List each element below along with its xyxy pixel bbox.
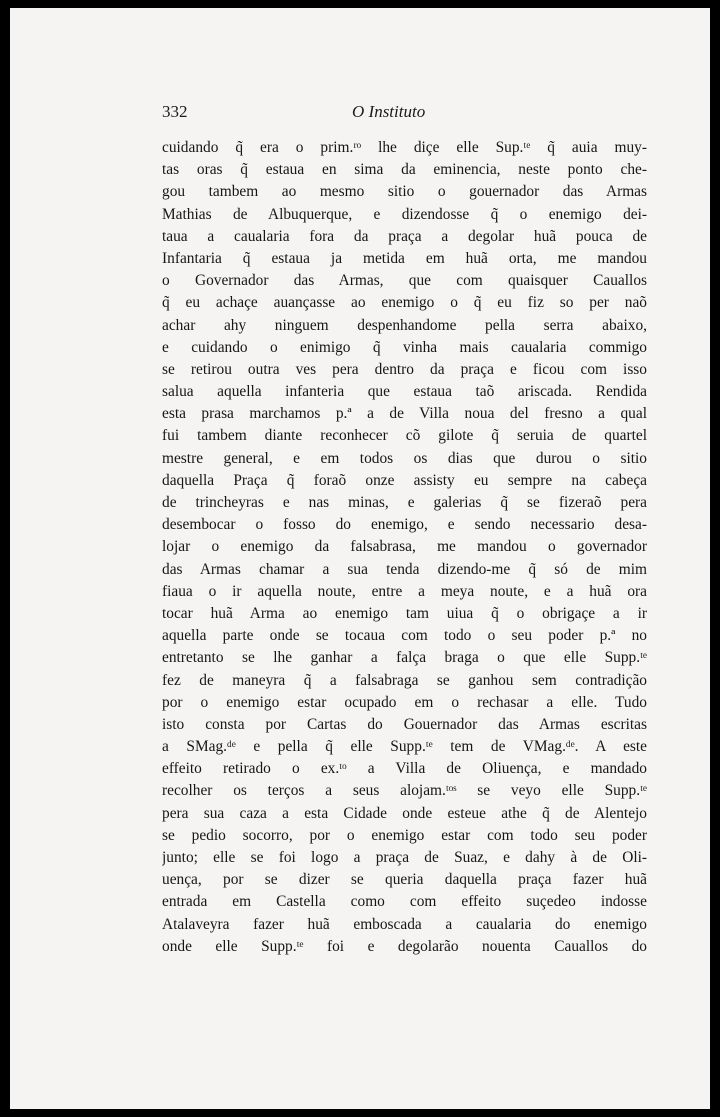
text-line: Mathias de Albuquerque, e dizendosse q̃ o enemigo dei-	[162, 205, 647, 223]
text-line: e cuidando o enimigo q̃ vinha mais caualaria commigo	[162, 338, 647, 356]
text-line: lojar o enemigo da falsabrasa, me mandou o governador	[162, 538, 647, 556]
text-line: Atalaveyra fazer huã emboscada a caualaria do enemigo	[162, 915, 647, 933]
text-line: desembocar o fosso do enemigo, e sendo necessario desa-	[162, 516, 647, 534]
text-line: fiaua o ir aquella noute, entre a meya noute, e a huã ora	[162, 582, 647, 600]
text-line: se pedio socorro, por o enemigo estar com todo seu poder	[162, 826, 647, 844]
text-line: tocar huã Arma ao enemigo tam uiua q̃ o obrigaçe a ir	[162, 604, 647, 622]
text-line: mestre general, e em todos os dias que durou o sitio	[162, 449, 647, 467]
text-line: gou tambem ao mesmo sitio o gouernador das Armas	[162, 183, 647, 201]
text-line: por o enemigo estar ocupado em o rechasar a elle. Tudo	[162, 693, 647, 711]
text-line: esta prasa marchamos p.ª a de Villa noua del fresno a qual	[162, 405, 647, 423]
text-line: aquella parte onde se tocaua com todo o seu poder p.ª no	[162, 627, 647, 645]
text-line: q̃ eu achaçe auançasse ao enemigo o q̃ eu fiz so per naõ	[162, 294, 647, 312]
text-line: entretanto se lhe ganhar a falça braga o que elle Supp.ᵗᵉ	[162, 649, 647, 667]
text-line: salua aquella infanteria que estaua taõ ariscada. Rendida	[162, 383, 647, 401]
text-line: fez de maneyra q̃ a falsabraga se ganhou sem contradição	[162, 671, 647, 689]
text-line: onde elle Supp.ᵗᵉ foi e degolarão nouenta Cauallos do	[162, 937, 647, 955]
text-line: recolher os terços a seus alojam.ᵗᵒˢ se veyo elle Supp.ᵗᵉ	[162, 782, 647, 800]
text-line: taua a caualaria fora da praça a degolar huã pouca de	[162, 227, 647, 245]
body-text	[162, 137, 647, 958]
text-line: cuidando q̃ era o prim.ʳᵒ lhe diçe elle Sup.ᵗᵉ q̃ auia muy-	[162, 139, 647, 156]
text-line: a SMag.ᵈᵉ e pella q̃ elle Supp.ᵗᵉ tem de VMag.ᵈᵉ. A este	[162, 738, 647, 756]
text-line: tas oras q̃ estaua en sima da eminencia, neste ponto che-	[162, 161, 647, 179]
text-line: daquella Praça q̃ foraõ onze assisty eu sempre na cabeça	[162, 471, 647, 489]
text-line: uença, por se dizer se queria daquella praça fazer huã	[162, 871, 647, 889]
text-line: Infantaria q̃ estaua ja metida em huã orta, me mandou	[162, 249, 647, 267]
text-line: entrada em Castella como com effeito suçedeo indosse	[162, 893, 647, 911]
text-line: pera sua caza a esta Cidade onde esteue athe q̃ de Alentejo	[162, 804, 647, 822]
text-line: o Governador das Armas, que com quaisquer Cauallos	[162, 272, 647, 290]
text-line: junto; elle se foi logo a praça de Suaz, e dahy à de Oli-	[162, 849, 647, 866]
page-number: 332	[162, 102, 188, 121]
running-title: O Instituto	[352, 102, 426, 121]
text-line: se retirou outra ves pera dentro da praça e ficou com isso	[162, 360, 647, 378]
document-page	[10, 8, 710, 1109]
text-line: effeito retirado o ex.ᵗᵒ a Villa de Oliuença, e mandado	[162, 760, 647, 778]
page-header	[162, 102, 647, 126]
text-line: das Armas chamar a sua tenda dizendo-me q̃ só de mim	[162, 560, 647, 578]
text-line: de trincheyras e nas minas, e galerias q̃ se fizeraõ pera	[162, 494, 647, 511]
text-line: fui tambem diante reconhecer cõ gilote q̃ seruia de quartel	[162, 427, 647, 445]
text-line: achar ahy ninguem despenhandome pella serra abaixo,	[162, 316, 647, 334]
text-line: isto consta por Cartas do Gouernador das Armas escritas	[162, 715, 647, 733]
